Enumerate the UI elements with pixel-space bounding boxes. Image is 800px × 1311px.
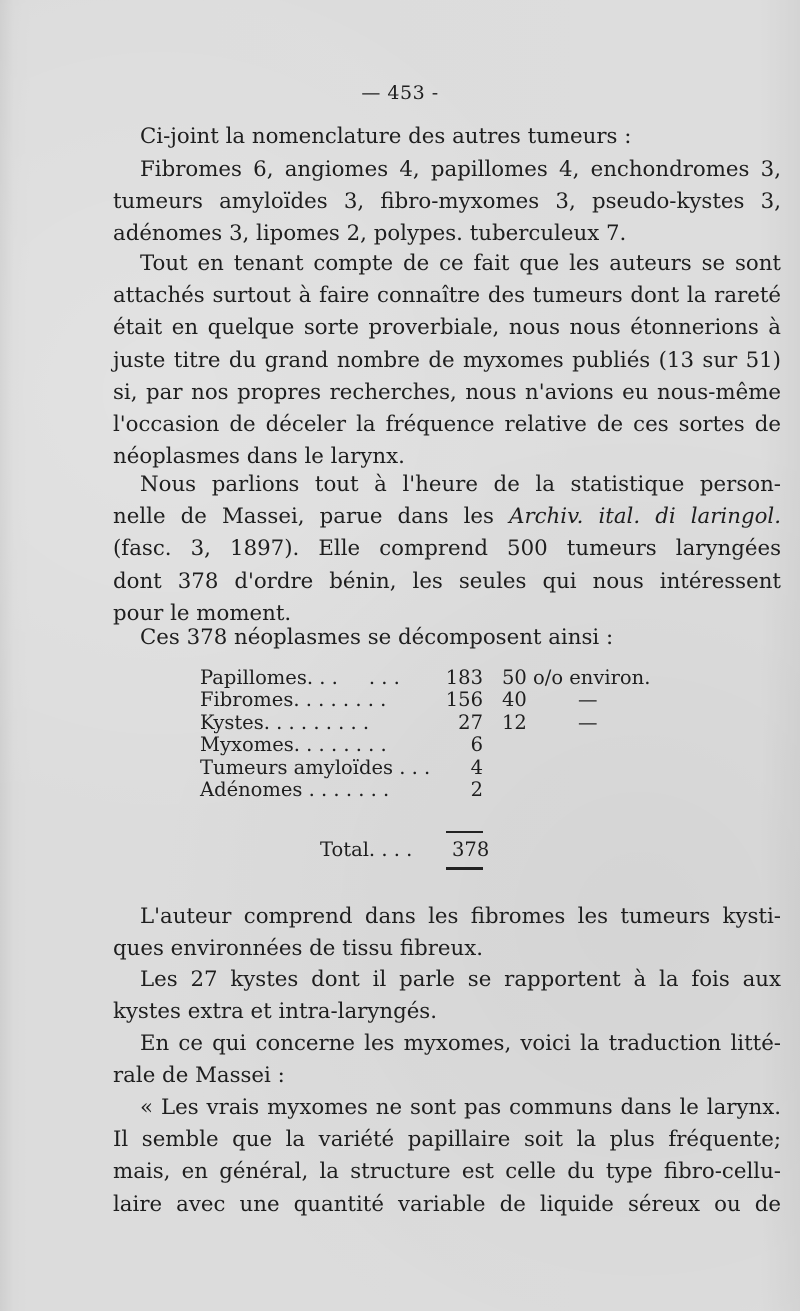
total-value: 378	[452, 838, 490, 861]
text-line: ques environnées de tissu fibreux.	[113, 936, 483, 962]
text-line: Les 27 kystes dont il parle se rapportent à la fois aux	[140, 967, 781, 992]
text-line: L'auteur comprend dans les fibromes les tumeurs kysti-	[140, 904, 781, 929]
text-span: nelle de Massei, parue dans les	[113, 504, 510, 530]
row-percent: 12	[502, 710, 527, 734]
paragraph-massei-statistics	[113, 469, 781, 630]
row-label: Myxomes. . . . . . . .	[200, 733, 387, 757]
row-label: Adénomes . . . . . . .	[200, 777, 390, 801]
row-value: 183	[445, 666, 483, 689]
text-line: Ces 378 néoplasmes se décomposent ainsi :	[140, 625, 614, 650]
text-line: « Les vrais myxomes ne sont pas communs dans le larynx.	[140, 1095, 781, 1120]
table-row	[200, 667, 700, 689]
text-line: laire avec une quantité variable de liquide séreux ou de	[113, 1191, 781, 1217]
row-label: Tumeurs amyloïdes . . .	[200, 755, 431, 779]
table-row	[200, 712, 700, 734]
text-line: était en quelque sorte proverbiale, nous nous étonnerions à	[113, 315, 781, 341]
row-label: Kystes. . . . . . . . .	[200, 710, 370, 734]
text-line: Tout en tenant compte de ce fait que les auteurs se sont	[140, 251, 781, 276]
text-line: l'occasion de déceler la fréquence relative de ces sortes de	[113, 411, 781, 437]
table-row	[200, 757, 700, 779]
row-value: 156	[445, 688, 483, 712]
row-value: 27	[458, 710, 483, 734]
text-line: attachés surtout à faire connaître des tumeurs dont la rareté	[113, 283, 781, 309]
text-line: néoplasmes dans le larynx.	[113, 444, 405, 470]
row-value: 6	[470, 733, 483, 757]
text-line: kystes extra et intra-laryngés.	[113, 999, 438, 1025]
row-value: 4	[470, 755, 483, 779]
text-line: tumeurs amyloïdes 3, fibro-myxomes 3, pseudo-kystes 3,	[113, 189, 781, 215]
text-line: adénomes 3, lipomes 2, polypes. tuberculeux 7.	[113, 221, 627, 247]
text-line: Il semble que la variété papillaire soit la plus fréquente;	[113, 1127, 781, 1153]
text-line: (fasc. 3, 1897). Elle comprend 500 tumeurs laryngées	[113, 536, 781, 562]
text-line: rale de Massei :	[113, 1063, 285, 1089]
text-line: pour le moment.	[113, 600, 292, 626]
ditto-dash: —	[578, 688, 598, 712]
total-label: Total. . . .	[320, 838, 413, 861]
paragraph-myxomes-rarity	[113, 248, 781, 473]
table-row	[200, 779, 700, 801]
text-line: mais, en général, la structure est celle du type fibro-cellu-	[113, 1159, 781, 1185]
row-label: Fibromes. . . . . . . .	[200, 688, 387, 712]
text-line: Nous parlions tout à l'heure de la statistique person-	[140, 472, 781, 497]
paragraph-nomenclature	[113, 121, 781, 153]
paragraph-decomposition-intro	[113, 622, 781, 654]
table-row	[200, 689, 700, 711]
paragraph-myxomes-translation	[113, 1028, 781, 1092]
paragraph-kystes-note	[113, 964, 781, 1028]
paragraph-tumor-list	[113, 154, 781, 251]
text-line: juste titre du grand nombre de myxomes publiés (13 sur 51)	[113, 347, 781, 373]
text-line: En ce qui concerne les myxomes, voici la traduction litté-	[140, 1031, 781, 1056]
journal-citation: Archiv. ital. di laringol.	[509, 504, 781, 530]
row-value: 2	[470, 777, 483, 801]
ditto-dash: —	[578, 710, 598, 734]
text-line-with-citation	[113, 501, 781, 533]
text-line: Ci-joint la nomenclature des autres tumeurs :	[140, 124, 632, 149]
table-row	[200, 734, 700, 756]
paragraph-massei-quote	[113, 1092, 781, 1221]
total-double-rule	[446, 867, 483, 870]
text-line: si, par nos propres recherches, nous n'avions eu nous-même	[113, 379, 781, 405]
paragraph-fibromes-note	[113, 901, 781, 965]
row-label: Papillomes. . . . . .	[200, 666, 400, 689]
row-percent: 50 o/o environ.	[502, 666, 651, 689]
text-line: Fibromes 6, angiomes 4, papillomes 4, enchondromes 3,	[140, 157, 781, 182]
tumor-statistics-table	[200, 667, 700, 801]
text-line: dont 378 d'ordre bénin, les seules qui nous intéressent	[113, 568, 781, 594]
page-number: — 453 -	[361, 82, 439, 104]
row-percent: 40	[502, 688, 527, 712]
sum-rule	[446, 831, 483, 833]
